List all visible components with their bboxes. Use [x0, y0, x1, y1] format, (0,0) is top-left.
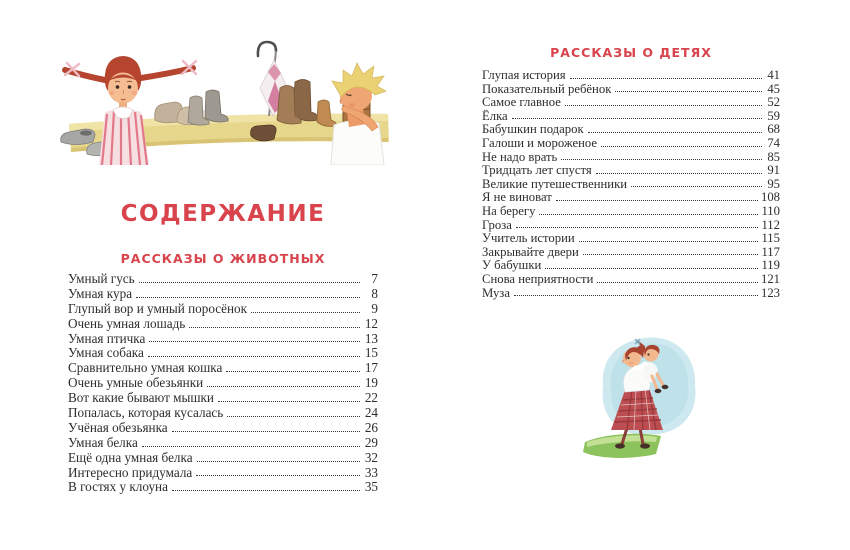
toc-entry-title: Самое главное — [482, 95, 561, 110]
toc-entry-title: Галоши и мороженое — [482, 135, 598, 150]
dot-leader — [597, 136, 765, 150]
toc-entry-title: Ёлка — [482, 108, 508, 123]
toc-entry — [68, 435, 378, 450]
toc-entry — [482, 136, 780, 150]
toc-list-animals — [68, 271, 378, 494]
dot-leader — [185, 316, 363, 331]
toc-entry-title: Я не виноват — [482, 190, 552, 205]
toc-entry-page: 74 — [767, 135, 780, 150]
illustration-woman-carrying-child — [583, 330, 720, 470]
toc-entry — [68, 375, 378, 390]
toc-entry — [68, 345, 378, 360]
toc-entry — [482, 218, 780, 232]
toc-entry-title: Великие путешественники — [482, 176, 628, 191]
toc-entry-page: 59 — [767, 108, 780, 123]
toc-entry — [482, 82, 780, 96]
dot-leader — [193, 450, 363, 465]
toc-entry — [482, 272, 780, 286]
dot-leader — [611, 82, 765, 96]
toc-entry-title: Попалась, которая кусалась — [68, 405, 224, 421]
dot-leader — [535, 204, 761, 218]
toc-entry — [68, 271, 378, 286]
dot-leader — [168, 420, 363, 435]
toc-entry — [482, 204, 780, 218]
toc-entry-title: Глупый вор и умный поросёнок — [68, 300, 248, 316]
toc-entry-title: Очень умная лошадь — [68, 315, 186, 331]
toc-entry-title: Умная птичка — [68, 330, 146, 346]
dot-leader — [135, 271, 363, 286]
toc-entry-page: 8 — [371, 285, 378, 301]
toc-entry — [482, 109, 780, 123]
toc-entry — [68, 286, 378, 301]
toc-entry — [68, 316, 378, 331]
toc-entry-title: На берегу — [482, 203, 536, 218]
toc-title: СОДЕРЖАНИЕ — [120, 201, 326, 227]
toc-entry-page: 117 — [761, 244, 780, 259]
toc-entry — [482, 122, 780, 136]
toc-entry-page: 123 — [760, 285, 780, 300]
toc-entry-page: 95 — [767, 176, 780, 191]
dot-leader — [557, 150, 765, 164]
toc-entry — [68, 301, 378, 316]
toc-entry-page: 119 — [761, 258, 780, 273]
section-heading-animals: РАССКАЗЫ О ЖИВОТНЫХ — [120, 251, 326, 266]
dot-leader — [566, 68, 765, 82]
toc-entry — [482, 177, 780, 191]
toc-entry-title: Закрывайте двери — [482, 244, 579, 259]
toc-entry-title: Учёная обезьянка — [68, 419, 168, 435]
toc-entry-page: 26 — [364, 419, 378, 435]
dot-leader — [222, 360, 363, 375]
toc-entry-title: Бабушкин подарок — [482, 122, 584, 137]
hanging-shoe-graphic — [251, 125, 277, 141]
dot-leader — [203, 375, 363, 390]
toc-entry-title: Учитель истории — [482, 231, 575, 246]
toc-entry-page: 115 — [761, 231, 780, 246]
toc-entry-title: Умная белка — [68, 434, 138, 450]
dot-leader — [138, 435, 363, 450]
toc-entry-page: 24 — [364, 405, 378, 421]
toc-entry — [68, 360, 378, 375]
section-heading-children: РАССКАЗЫ О ДЕТЯХ — [550, 45, 712, 60]
toc-entry — [482, 68, 780, 82]
dot-leader — [508, 109, 765, 123]
toc-entry-title: Сравнительно умная кошка — [68, 360, 223, 376]
toc-entry-page: 91 — [767, 163, 780, 178]
toc-entry-page: 52 — [767, 95, 780, 110]
toc-entry-title: Умная собака — [68, 345, 144, 361]
dot-leader — [192, 465, 363, 480]
toc-entry-title: Показательный ребёнок — [482, 81, 612, 96]
toc-entry-page: 12 — [364, 315, 378, 331]
toc-entry — [482, 231, 780, 245]
toc-entry-page: 108 — [760, 190, 780, 205]
dot-leader — [593, 272, 761, 286]
toc-entry-page: 19 — [364, 375, 378, 391]
toc-entry-title: Глупая история — [482, 68, 566, 82]
dot-leader — [145, 331, 363, 346]
gray-boots-graphic — [188, 90, 228, 125]
toc-entry-page: 68 — [767, 122, 780, 137]
dot-leader — [144, 345, 363, 360]
dot-leader — [552, 190, 761, 204]
toc-entry-title: У бабушки — [482, 258, 542, 273]
toc-entry-page: 9 — [371, 300, 378, 316]
dot-leader — [561, 95, 765, 109]
toc-entry-title: Умный гусь — [68, 271, 135, 286]
dot-leader — [214, 390, 363, 405]
toc-entry-page: 15 — [364, 345, 378, 361]
dot-leader — [627, 177, 765, 191]
dot-leader — [579, 245, 762, 259]
toc-entry-title: Снова неприятности — [482, 271, 594, 286]
dot-leader — [592, 163, 765, 177]
toc-entry — [68, 331, 378, 346]
toc-entry-title: Не надо врать — [482, 149, 558, 164]
toc-entry — [482, 150, 780, 164]
toc-entry — [482, 245, 780, 259]
toc-entry-page: 41 — [767, 68, 780, 82]
toc-entry — [68, 405, 378, 420]
toc-entry — [482, 258, 780, 272]
dot-leader — [168, 479, 363, 494]
toc-entry-page: 45 — [767, 81, 780, 96]
illustration-children-and-shoes — [55, 30, 395, 165]
toc-entry-title: Вот какие бывают мышки — [68, 390, 214, 406]
toc-entry — [68, 390, 378, 405]
toc-entry-title: Умная кура — [68, 285, 133, 301]
toc-entry-page: 110 — [761, 203, 780, 218]
toc-entry-page: 112 — [761, 217, 780, 232]
toc-entry-title: Гроза — [482, 217, 512, 232]
toc-list-children — [482, 68, 780, 299]
toc-entry-title: Тридцать лет спустя — [482, 163, 592, 178]
toc-entry-title: Муза — [482, 285, 510, 300]
toc-entry — [68, 465, 378, 480]
toc-entry — [68, 479, 378, 494]
dot-leader — [132, 286, 363, 301]
toc-entry-title: Очень умные обезьянки — [68, 375, 204, 391]
dot-leader — [541, 258, 761, 272]
toc-entry — [482, 95, 780, 109]
toc-entry-page: 29 — [364, 434, 378, 450]
dot-leader — [223, 405, 363, 420]
toc-entry-page: 22 — [364, 390, 378, 406]
toc-entry — [482, 190, 780, 204]
toc-entry-page: 33 — [364, 464, 378, 480]
dot-leader — [247, 301, 363, 316]
toc-entry-page: 35 — [364, 479, 378, 495]
toc-entry — [68, 450, 378, 465]
dot-leader — [510, 286, 761, 300]
toc-entry — [482, 286, 780, 300]
toc-entry-page: 7 — [371, 271, 378, 286]
toc-entry-title: В гостях у клоуна — [68, 479, 168, 495]
toc-entry-title: Ещё одна умная белка — [68, 449, 193, 465]
brown-boots-graphic — [277, 80, 318, 125]
dot-leader — [584, 122, 765, 136]
toc-entry — [68, 420, 378, 435]
toc-entry-page: 121 — [760, 271, 780, 286]
toc-entry-page: 32 — [364, 449, 378, 465]
toc-entry-page: 85 — [767, 149, 780, 164]
toc-entry — [482, 163, 780, 177]
toc-entry-page: 13 — [364, 330, 378, 346]
toc-entry-title: Интересно придумала — [68, 464, 193, 480]
toc-entry-page: 17 — [364, 360, 378, 376]
dot-leader — [512, 218, 762, 232]
dot-leader — [575, 231, 762, 245]
